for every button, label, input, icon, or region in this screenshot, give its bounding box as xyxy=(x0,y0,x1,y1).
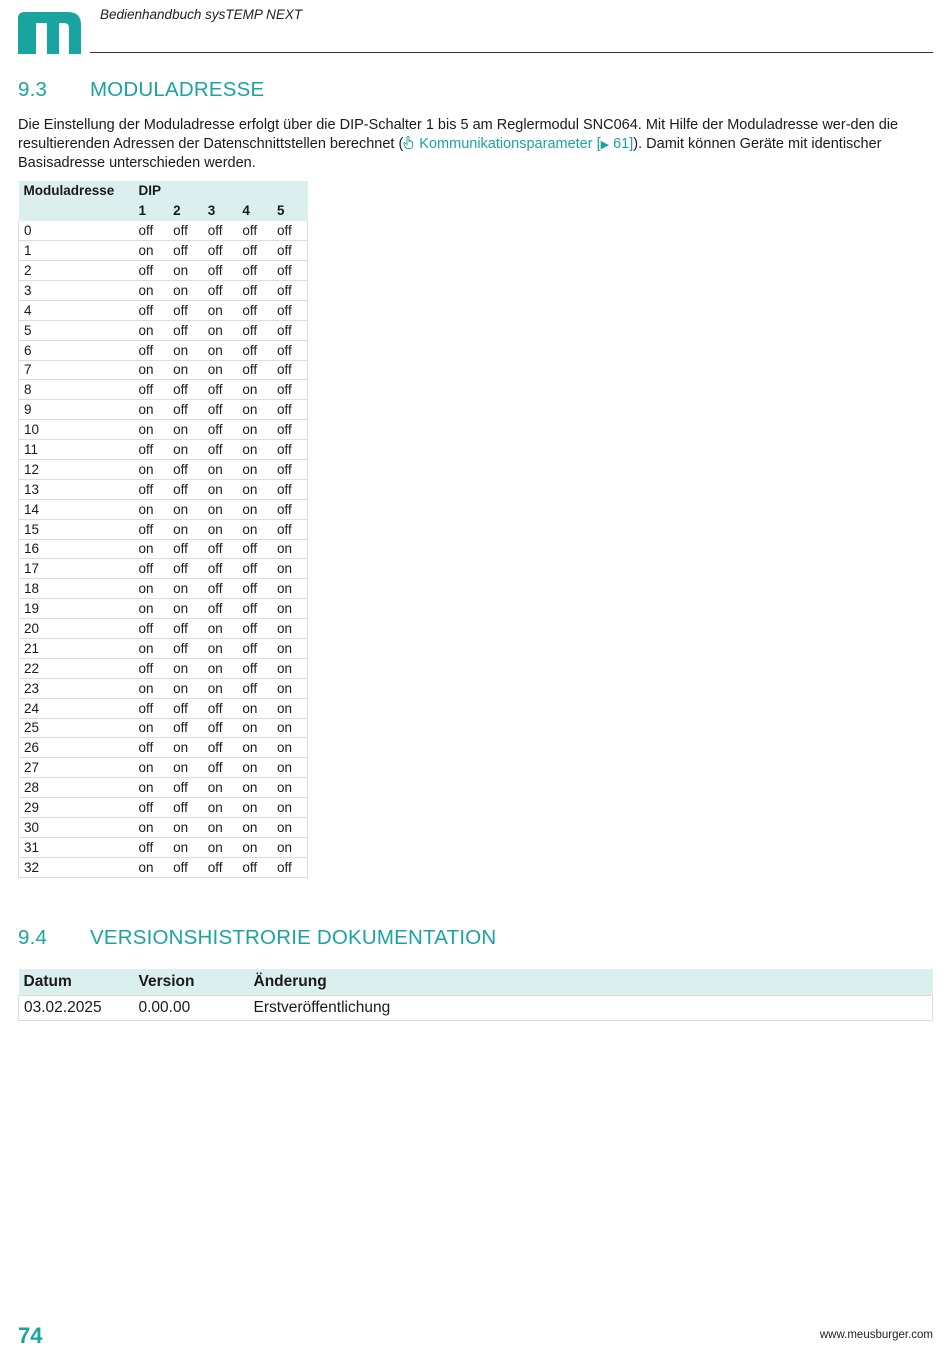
cell-dip-state: off xyxy=(207,601,223,617)
cell-address: 22 xyxy=(19,658,134,678)
cell-dip-state: on xyxy=(272,678,308,698)
cell-address: 29 xyxy=(19,798,134,818)
cell-dip-state: off xyxy=(138,561,154,577)
cell-address: 0 xyxy=(19,221,134,241)
table-row xyxy=(19,241,308,261)
column-header-change: Änderung xyxy=(253,972,327,990)
cell-dip-state: on xyxy=(207,839,223,855)
cell-change: Erstveröffentlichung xyxy=(253,998,391,1016)
cell-dip-state: on xyxy=(173,680,189,696)
cell-dip-state: on xyxy=(173,282,189,298)
link-page: 61] xyxy=(609,135,634,152)
table-header-row xyxy=(19,181,308,201)
cell-dip-state: on xyxy=(138,541,154,557)
cell-dip-state: off xyxy=(138,302,154,318)
page-ref-arrow-icon: ▶ xyxy=(600,138,610,151)
cell-dip-state: on xyxy=(272,619,308,639)
section-title: MODULADRESSE xyxy=(90,78,265,101)
cell-dip-state: on xyxy=(173,760,189,776)
cell-dip-state: off xyxy=(272,479,308,499)
cell-dip-state: on xyxy=(242,720,258,736)
cell-dip-state: off xyxy=(173,461,188,477)
cell-dip-state: on xyxy=(173,263,189,278)
cell-dip-state: on xyxy=(138,422,154,438)
table-row xyxy=(19,499,308,519)
table-row xyxy=(19,837,308,857)
table-row xyxy=(19,261,308,281)
cell-dip-state: on xyxy=(138,461,154,477)
cell-address: 32 xyxy=(19,857,134,877)
cell-dip-state: on xyxy=(207,521,223,537)
cell-dip-state: off xyxy=(207,740,223,756)
cell-address: 12 xyxy=(19,459,134,479)
cell-dip-state: off xyxy=(242,243,258,259)
cell-dip-state: on xyxy=(138,243,154,259)
cell-dip-state: off xyxy=(272,440,308,460)
cell-address: 26 xyxy=(19,738,134,758)
cell-dip-state: on xyxy=(207,481,223,497)
cell-dip-state: off xyxy=(138,222,154,238)
table-row xyxy=(19,678,308,698)
table-row xyxy=(19,380,308,400)
table-row xyxy=(19,420,308,440)
table-row xyxy=(19,818,308,838)
table-row xyxy=(19,758,308,778)
cell-dip-state: off xyxy=(272,280,308,300)
cell-dip-state: off xyxy=(207,402,223,418)
cell-dip-state: off xyxy=(272,320,308,340)
version-history-table xyxy=(18,969,933,1021)
cell-address: 31 xyxy=(19,837,134,857)
cell-dip-state: off xyxy=(173,222,188,238)
cell-dip-state: on xyxy=(242,700,258,716)
cell-address: 4 xyxy=(19,300,134,320)
cell-dip-state: off xyxy=(173,640,188,656)
cell-address: 20 xyxy=(19,619,134,639)
cell-dip-state: off xyxy=(138,263,154,278)
cell-dip-state: off xyxy=(272,360,308,380)
section-heading-9-3 xyxy=(18,78,264,102)
cell-dip-state: on xyxy=(173,660,189,676)
cell-address: 19 xyxy=(19,599,134,619)
cell-dip-state: on xyxy=(272,818,308,838)
cell-dip-state: off xyxy=(173,541,188,557)
cell-dip-state: on xyxy=(272,718,308,738)
cell-dip-state: off xyxy=(173,402,188,418)
cell-dip-state: on xyxy=(138,362,154,378)
table-row xyxy=(19,798,308,818)
cell-dip-state: off xyxy=(272,420,308,440)
cell-dip-state: off xyxy=(207,581,223,597)
section-number: 9.3 xyxy=(18,78,48,101)
cell-address: 14 xyxy=(19,499,134,519)
cell-dip-state: on xyxy=(138,720,154,736)
cell-dip-state: on xyxy=(242,481,258,497)
cell-dip-state: on xyxy=(242,442,258,458)
cell-dip-state: on xyxy=(138,501,154,517)
dip-number: 4 xyxy=(242,203,250,219)
cell-dip-state: on xyxy=(207,780,223,796)
cell-address: 17 xyxy=(19,559,134,579)
cell-address: 25 xyxy=(19,718,134,738)
dip-number: 5 xyxy=(277,203,285,219)
cell-address: 16 xyxy=(19,539,134,559)
page-number: 74 xyxy=(18,1323,43,1348)
cell-dip-state: off xyxy=(272,340,308,360)
table-row xyxy=(19,300,308,320)
cell-dip-state: off xyxy=(242,859,258,875)
cell-dip-state: on xyxy=(272,559,308,579)
cell-dip-state: off xyxy=(207,760,223,776)
cell-dip-state: off xyxy=(242,621,258,637)
module-address-rows xyxy=(19,221,308,877)
cell-dip-state: on xyxy=(242,501,258,517)
cell-dip-state: on xyxy=(272,658,308,678)
cell-address: 9 xyxy=(19,400,134,420)
cell-dip-state: off xyxy=(173,720,188,736)
cell-dip-state: on xyxy=(173,740,189,756)
cell-dip-state: on xyxy=(138,402,154,418)
cell-dip-state: off xyxy=(207,243,223,259)
table-row xyxy=(19,440,308,460)
cell-dip-state: on xyxy=(138,282,154,298)
cell-dip-state: on xyxy=(173,601,189,617)
cell-address: 11 xyxy=(19,440,134,460)
cell-address: 15 xyxy=(19,519,134,539)
meusburger-logo xyxy=(18,12,81,54)
cell-dip-state: off xyxy=(207,700,223,716)
cell-address: 30 xyxy=(19,818,134,838)
cell-dip-state: on xyxy=(272,638,308,658)
cell-dip-state: on xyxy=(272,599,308,619)
table-row xyxy=(19,400,308,420)
cell-address: 1 xyxy=(19,241,134,261)
cell-dip-state: off xyxy=(207,720,223,736)
cell-dip-state: on xyxy=(138,581,154,597)
table-row xyxy=(19,360,308,380)
cell-dip-state: off xyxy=(207,442,223,458)
cell-dip-state: off xyxy=(242,660,258,676)
cell-dip-state: off xyxy=(272,400,308,420)
cell-dip-state: on xyxy=(242,760,258,776)
cell-dip-state: on xyxy=(138,640,154,656)
cell-dip-state: on xyxy=(242,461,258,477)
intro-text-before: Die Einstellung der Moduladresse erfolgt über die DIP-Schalter 1 bis 5 am Reglermodul SNC064. Mit Hilfe der Moduladresse wer-den die resultierenden Adressen der Datenschnittstellen berechnet ( xyxy=(18,117,899,152)
cell-dip-state: off xyxy=(272,459,308,479)
cell-address: 6 xyxy=(19,340,134,360)
cell-dip-state: off xyxy=(242,581,258,597)
table-subheader-row xyxy=(19,201,308,221)
cell-dip-state: on xyxy=(272,798,308,818)
cell-dip-state: off xyxy=(138,342,154,358)
table-row xyxy=(19,539,308,559)
cell-dip-state: off xyxy=(138,481,154,497)
cell-dip-state: off xyxy=(207,263,223,278)
cell-dip-state: on xyxy=(138,601,154,617)
table-row xyxy=(19,519,308,539)
table-row xyxy=(19,698,308,718)
cell-dip-state: off xyxy=(138,442,154,458)
column-header-dip: DIP xyxy=(138,183,162,199)
cell-dip-state: off xyxy=(173,780,188,796)
cell-dip-state: off xyxy=(207,422,223,438)
cell-address: 23 xyxy=(19,678,134,698)
cross-reference-link[interactable] xyxy=(403,136,633,152)
section-number: 9.4 xyxy=(18,926,48,949)
intro-text-after: ). Damit können Geräte mit identischer Basisadresse unterschieden werden. xyxy=(18,135,882,171)
cell-dip-state: off xyxy=(138,740,154,756)
column-header-address: Moduladresse xyxy=(23,183,115,199)
cell-dip-state: off xyxy=(138,621,154,637)
cell-dip-state: off xyxy=(242,680,258,696)
cell-dip-state: on xyxy=(242,422,258,438)
cell-dip-state: on xyxy=(173,581,189,597)
dip-number: 1 xyxy=(138,203,147,219)
table-row xyxy=(19,718,308,738)
cell-dip-state: on xyxy=(272,778,308,798)
cell-dip-state: off xyxy=(272,857,308,877)
cell-dip-state: on xyxy=(173,442,189,458)
cell-dip-state: on xyxy=(138,819,154,835)
cell-dip-state: off xyxy=(207,859,223,875)
cell-dip-state: on xyxy=(173,422,189,438)
table-row xyxy=(19,658,308,678)
cell-dip-state: on xyxy=(242,740,258,756)
cell-address: 10 xyxy=(19,420,134,440)
cell-dip-state: off xyxy=(173,859,188,875)
cell-dip-state: off xyxy=(138,800,154,816)
cell-dip-state: on xyxy=(242,839,258,855)
cell-dip-state: off xyxy=(242,362,258,378)
cell-dip-state: on xyxy=(173,819,189,835)
table-row xyxy=(19,638,308,658)
cell-address: 28 xyxy=(19,778,134,798)
hand-pointer-icon xyxy=(403,136,414,149)
cell-dip-state: off xyxy=(138,382,154,398)
cell-dip-state: on xyxy=(272,579,308,599)
cell-dip-state: off xyxy=(272,241,308,261)
table-row xyxy=(19,995,933,1020)
cell-dip-state: off xyxy=(138,700,154,716)
cell-dip-state: on xyxy=(207,680,223,696)
table-row xyxy=(19,340,308,360)
cell-address: 2 xyxy=(19,261,134,281)
cell-dip-state: off xyxy=(173,243,188,259)
cell-dip-state: off xyxy=(242,282,258,298)
cell-dip-state: on xyxy=(242,800,258,816)
table-row xyxy=(19,280,308,300)
cell-dip-state: on xyxy=(207,501,223,517)
cell-dip-state: off xyxy=(242,342,258,358)
cell-address: 8 xyxy=(19,380,134,400)
cell-dip-state: on xyxy=(207,640,223,656)
column-header-date: Datum xyxy=(23,972,72,990)
table-row xyxy=(19,579,308,599)
cell-dip-state: off xyxy=(242,541,258,557)
cell-version: 0.00.00 xyxy=(138,998,191,1016)
column-header-version: Version xyxy=(138,972,195,990)
cell-dip-state: on xyxy=(138,760,154,776)
cell-dip-state: off xyxy=(173,561,188,577)
table-header-row xyxy=(19,969,933,995)
cell-dip-state: off xyxy=(207,382,223,398)
cell-dip-state: off xyxy=(207,561,223,577)
cell-dip-state: on xyxy=(207,621,223,637)
dip-number: 2 xyxy=(173,203,181,219)
cell-dip-state: on xyxy=(173,839,189,855)
table-row xyxy=(19,459,308,479)
cell-address: 27 xyxy=(19,758,134,778)
table-row xyxy=(19,619,308,639)
cell-dip-state: on xyxy=(207,362,223,378)
cell-dip-state: off xyxy=(173,302,188,318)
cell-dip-state: off xyxy=(242,263,258,278)
cell-dip-state: on xyxy=(272,837,308,857)
cell-dip-state: off xyxy=(138,660,154,676)
cell-dip-state: off xyxy=(242,601,258,617)
cell-dip-state: on xyxy=(272,738,308,758)
cell-dip-state: off xyxy=(207,541,223,557)
cell-dip-state: on xyxy=(173,342,189,358)
table-row xyxy=(19,738,308,758)
cell-address: 5 xyxy=(19,320,134,340)
cell-dip-state: on xyxy=(173,521,189,537)
cell-dip-state: on xyxy=(242,521,258,537)
cell-dip-state: off xyxy=(207,282,223,298)
section-title: VERSIONSHISTRORIE DOKUMENTATION xyxy=(90,926,497,949)
cell-dip-state: on xyxy=(207,660,223,676)
cell-dip-state: on xyxy=(207,322,223,338)
cell-dip-state: on xyxy=(207,342,223,358)
cell-address: 7 xyxy=(19,360,134,380)
cell-dip-state: off xyxy=(272,499,308,519)
cell-dip-state: off xyxy=(138,839,154,855)
cell-dip-state: off xyxy=(272,380,308,400)
cell-address: 24 xyxy=(19,698,134,718)
table-row xyxy=(19,221,308,241)
cell-dip-state: off xyxy=(242,222,258,238)
cell-dip-state: on xyxy=(242,819,258,835)
cell-dip-state: on xyxy=(138,859,154,875)
cell-dip-state: off xyxy=(173,621,188,637)
cell-dip-state: on xyxy=(272,758,308,778)
cell-address: 13 xyxy=(19,479,134,499)
cell-dip-state: off xyxy=(272,221,308,241)
cell-dip-state: on xyxy=(207,461,223,477)
cell-dip-state: on xyxy=(242,780,258,796)
cell-dip-state: on xyxy=(138,322,154,338)
cell-dip-state: off xyxy=(272,261,308,281)
cell-dip-state: off xyxy=(173,322,188,338)
section-heading-9-4 xyxy=(18,926,496,950)
cell-dip-state: off xyxy=(173,481,188,497)
dip-number: 3 xyxy=(207,203,216,219)
header-rule xyxy=(90,52,933,53)
table-row xyxy=(19,320,308,340)
cell-dip-state: off xyxy=(242,322,258,338)
table-row xyxy=(19,479,308,499)
cell-address: 18 xyxy=(19,579,134,599)
cell-dip-state: off xyxy=(173,382,188,398)
table-row xyxy=(19,778,308,798)
cell-dip-state: on xyxy=(173,362,189,378)
cell-dip-state: on xyxy=(138,780,154,796)
cell-dip-state: on xyxy=(173,501,189,517)
cell-dip-state: on xyxy=(207,800,223,816)
cell-address: 21 xyxy=(19,638,134,658)
table-row xyxy=(19,599,308,619)
cell-dip-state: off xyxy=(242,302,258,318)
cell-date: 03.02.2025 xyxy=(24,998,102,1016)
document-title: Bedienhandbuch sysTEMP NEXT xyxy=(100,7,303,22)
cell-dip-state: off xyxy=(242,640,258,656)
cell-address: 3 xyxy=(19,280,134,300)
intro-paragraph xyxy=(18,116,933,173)
cell-dip-state: off xyxy=(207,222,223,238)
cell-dip-state: on xyxy=(242,382,258,398)
cell-dip-state: on xyxy=(207,819,223,835)
link-text: Kommunikationsparameter [ xyxy=(419,135,601,152)
cell-dip-state: off xyxy=(173,800,188,816)
cell-dip-state: on xyxy=(272,698,308,718)
cell-dip-state: off xyxy=(272,300,308,320)
table-row xyxy=(19,559,308,579)
cell-dip-state: off xyxy=(242,561,258,577)
cell-dip-state: on xyxy=(138,680,154,696)
cell-dip-state: on xyxy=(207,302,223,318)
cell-dip-state: off xyxy=(138,521,154,537)
website-url: www.meusburger.com xyxy=(819,1329,933,1341)
cell-dip-state: on xyxy=(242,402,258,418)
cell-dip-state: off xyxy=(173,700,188,716)
cell-dip-state: off xyxy=(272,519,308,539)
cell-dip-state: on xyxy=(272,539,308,559)
table-row xyxy=(19,857,308,877)
module-address-table xyxy=(18,181,308,878)
